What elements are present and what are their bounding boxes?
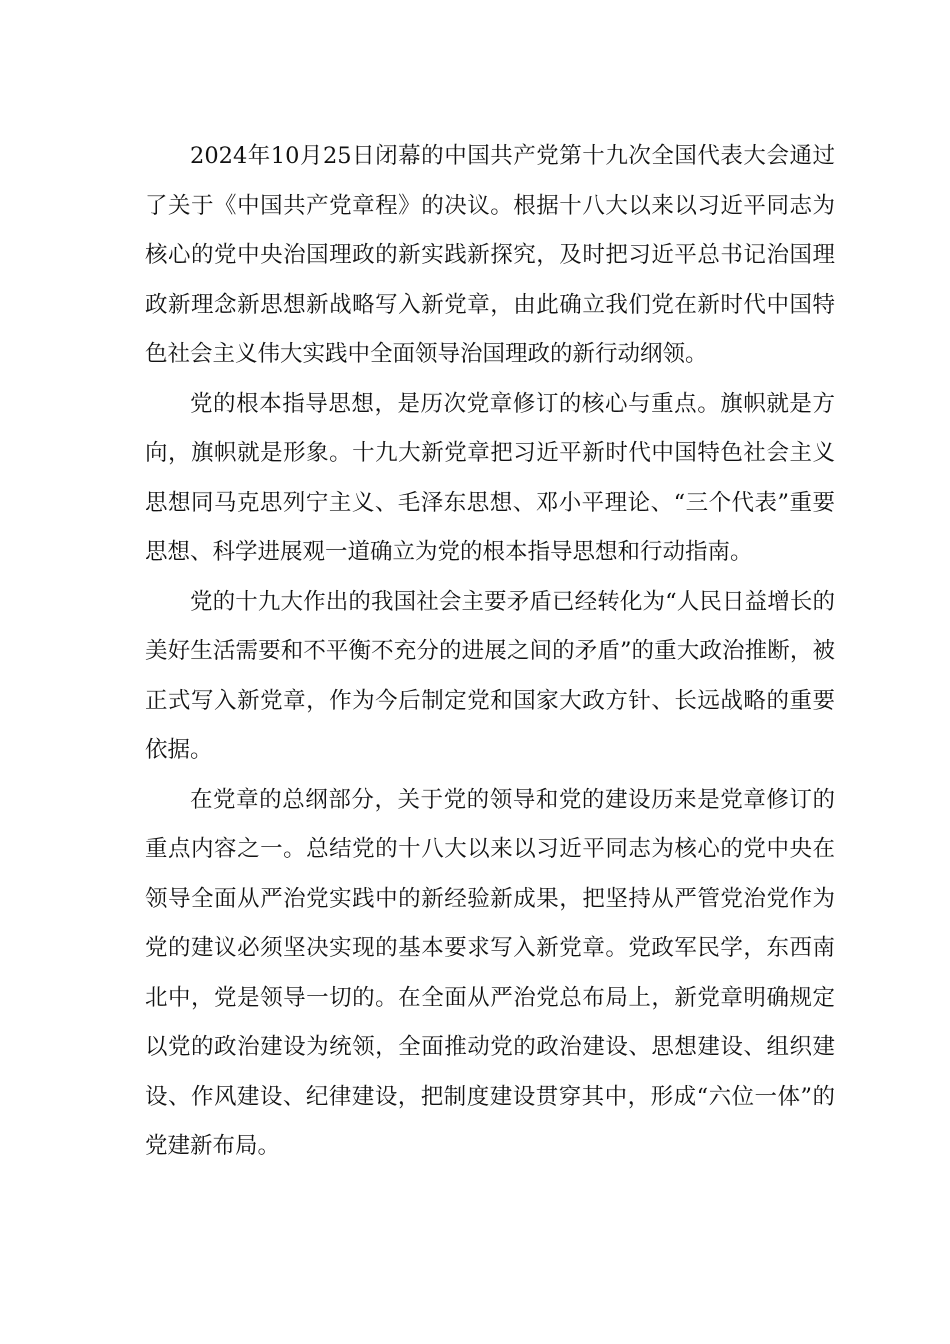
paragraph-2: 党的根本指导思想，是历次党章修订的核心与重点。旗帜就是方向，旗帜就是形象。十九大新党章把习近平新时代中国特色社会主义思想同马克思列宁主义、毛泽东思想、邓小平理论、“三个代表”重要思想、科学进展观一道确立为党的根本指导思想和行动指南。 — [145, 390, 835, 565]
paragraph-1: 2024年10月25日闭幕的中国共产党第十九次全国代表大会通过了关于《中国共产党章程》的决议。根据十八大以来以习近平同志为核心的党中央治国理政的新实践新探究，及时把习近平总书记治国理政新理念新思想新战略写入新党章，由此确立我们党在新时代中国特色社会主义伟大实践中全面领导治国理政的新行动纲领。 — [145, 143, 835, 367]
paragraph-3: 党的十九大作出的我国社会主要矛盾已经转化为“人民日益增长的美好生活需要和不平衡不充分的进展之间的矛盾”的重大政治推断，被正式写入新党章，作为今后制定党和国家大政方针、长远战略的重要依据。 — [145, 588, 835, 763]
document-body — [145, 132, 835, 1172]
paragraph-4: 在党章的总纲部分，关于党的领导和党的建设历来是党章修订的重点内容之一。总结党的十八大以来以习近平同志为核心的党中央在领导全面从严治党实践中的新经验新成果，把坚持从严管党治党作为党的建议必须坚决实现的基本要求写入新党章。党政军民学，东西南北中，党是领导一切的。在全面从严治党总布局上，新党章明确规定以党的政治建设为统领，全面推动党的政治建设、思想建设、组织建设、作风建设、纪律建设，把制度建设贯穿其中，形成“六位一体”的党建新布局。 — [145, 786, 835, 1159]
